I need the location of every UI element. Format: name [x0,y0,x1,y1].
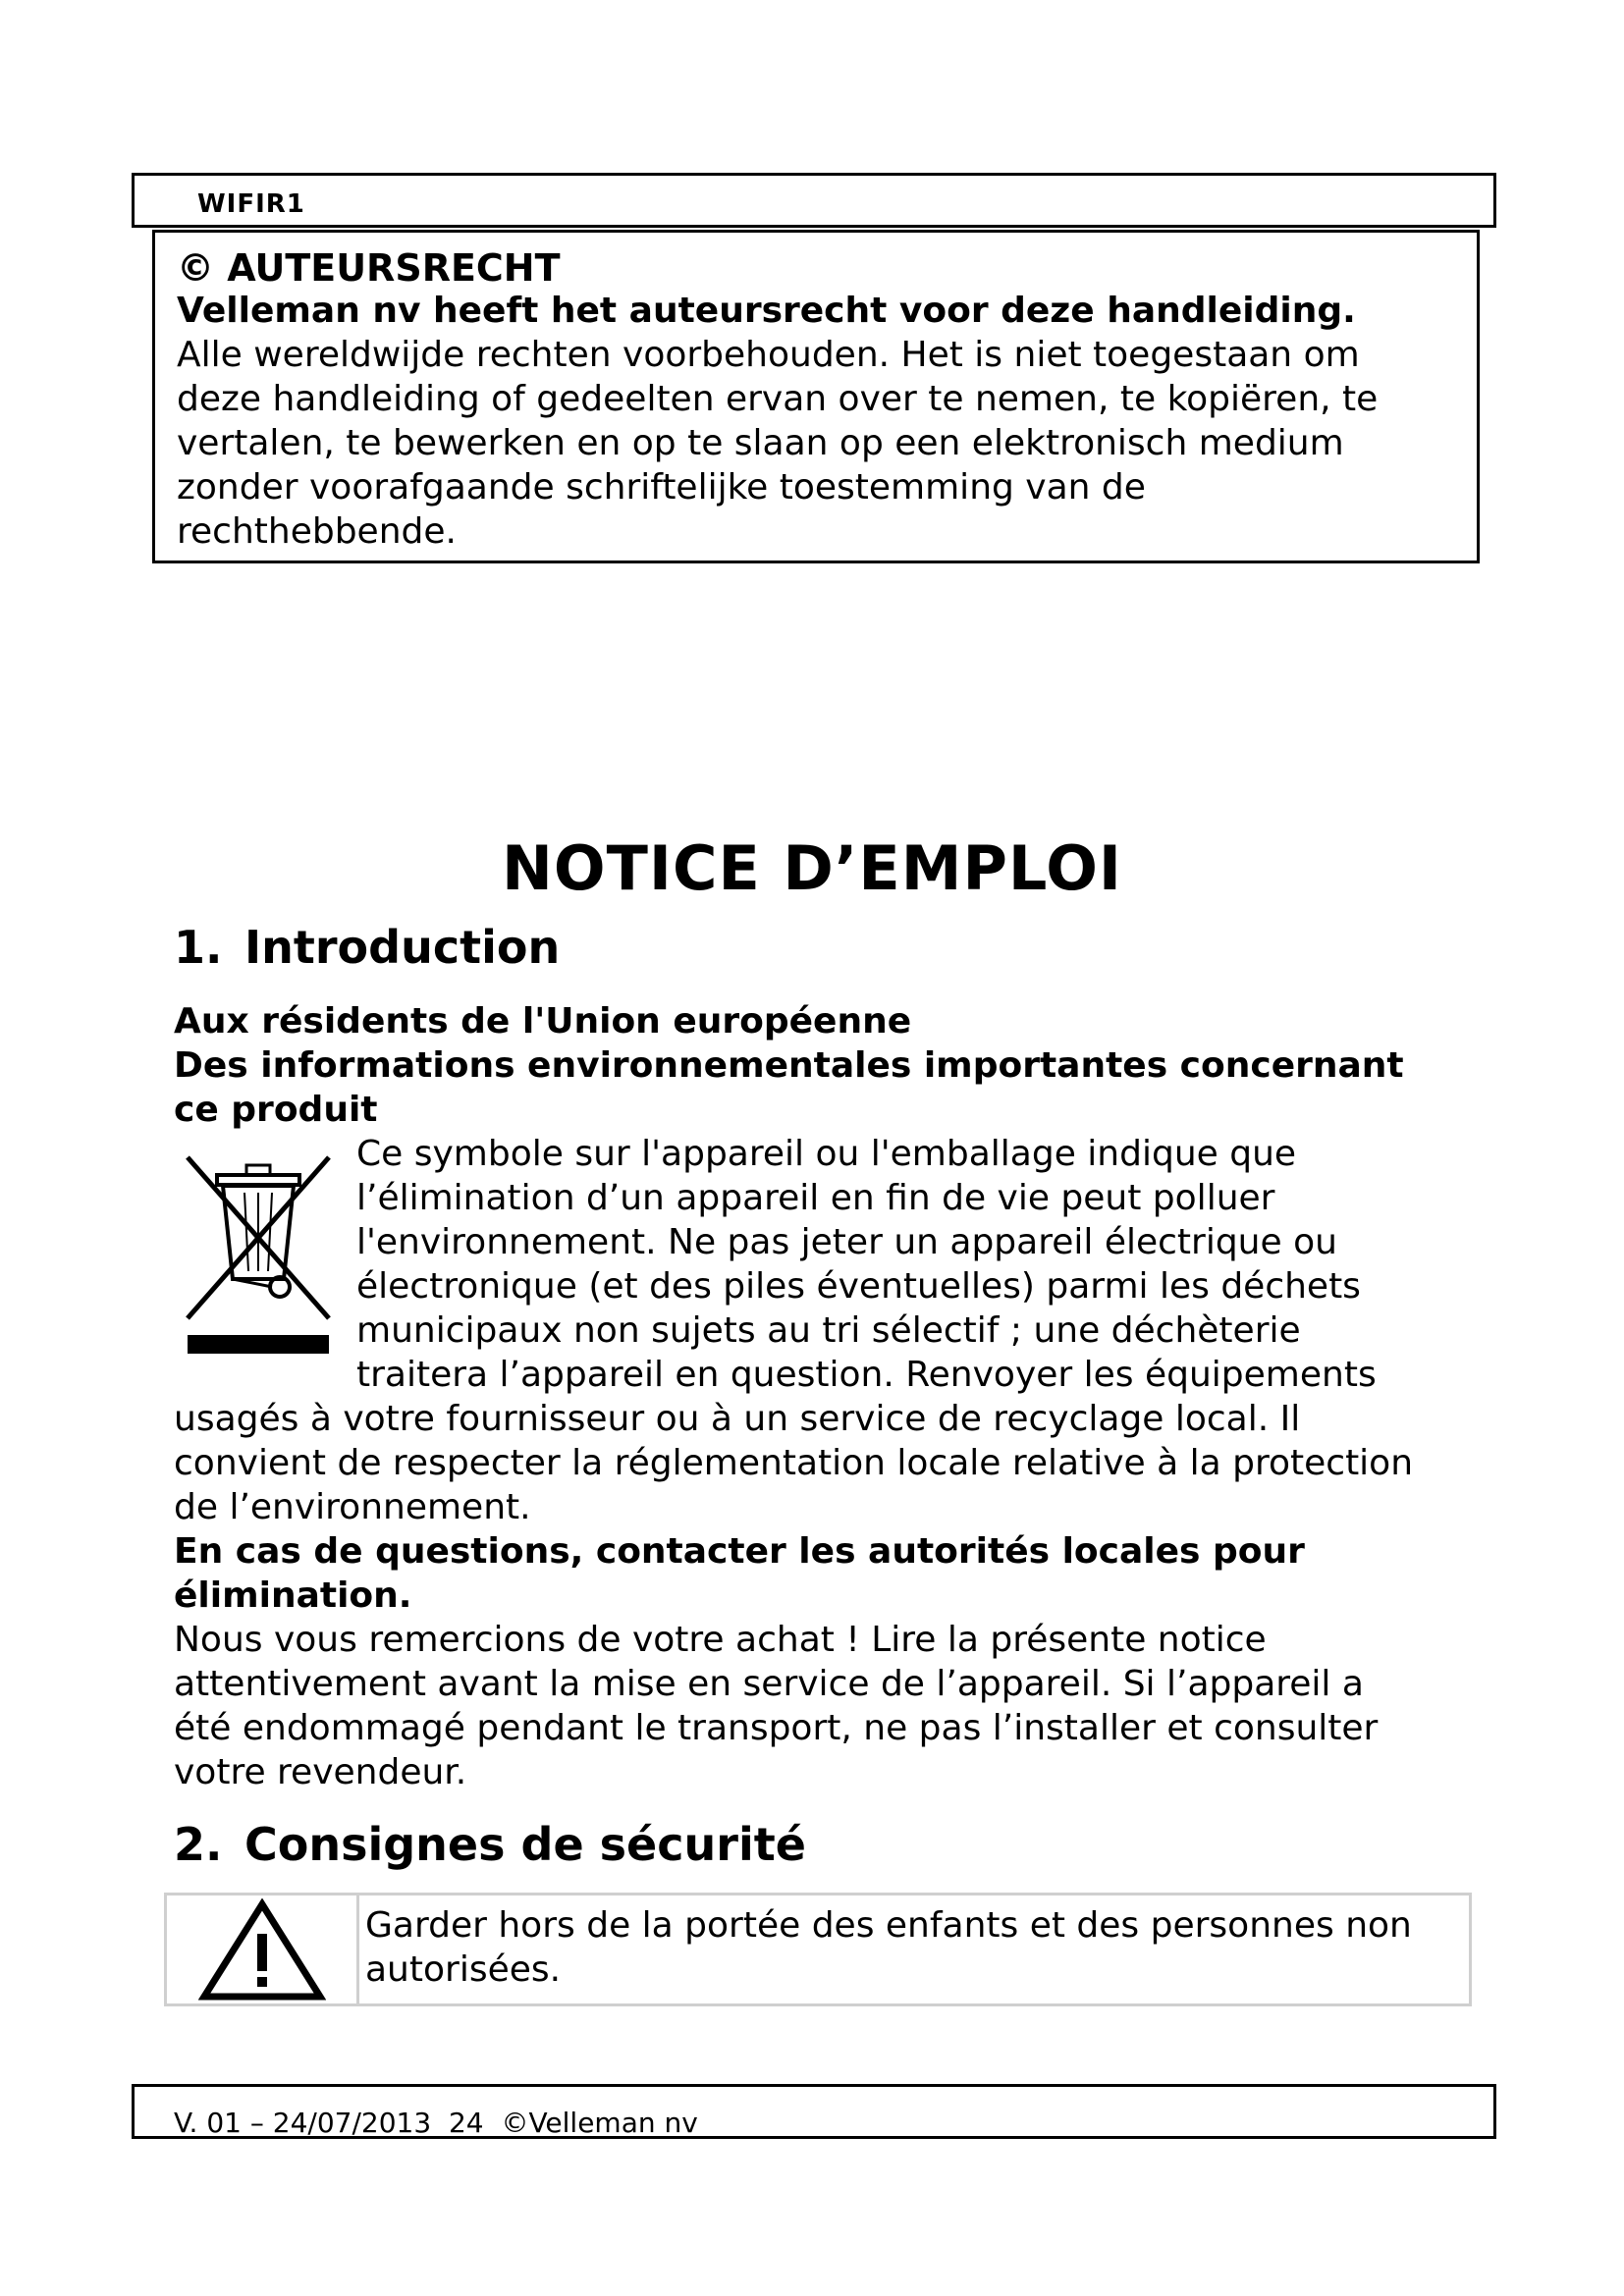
copyright-line: Alle wereldwijde rechten voorbehouden. Het is niet toegestaan om [177,335,1360,375]
model-name: WIFIR1 [197,189,305,219]
weee-text-line: convient de respecter la réglementation locale relative à la protection [174,1443,1414,1483]
section-2-label: Consignes de sécurité [244,1818,806,1871]
env-info-heading-line: ce produit [174,1090,378,1130]
section-2-number: 2. [174,1818,223,1871]
copyright-line: rechthebbende. [177,511,457,552]
env-info-heading-line: Des informations environnementales importantes concernant [174,1045,1404,1086]
copyright-subtitle: Velleman nv heeft het auteursrecht voor deze handleiding. [177,291,1356,331]
safety-warning-table [164,1893,1472,2006]
copyright-line: zonder voorafgaande schriftelijke toestemming van de [177,467,1146,507]
copyright-line: vertalen, te bewerken en op te slaan op een elektronisch medium [177,423,1344,463]
weee-text-line: l’élimination d’un appareil en fin de vie peut polluer [356,1178,1275,1218]
eu-residents-heading: Aux résidents de l'Union européenne [174,1001,912,1041]
footer-version: V. 01 – 24/07/2013 [174,2107,432,2139]
thanks-line: votre revendeur. [174,1752,467,1792]
section-2-title [174,1818,806,1871]
footer-copyright: ©Velleman nv [501,2107,698,2139]
footer-bar [132,2084,1496,2139]
warning-text-line: autorisées. [365,1949,562,1990]
section-1-content [174,999,1480,1794]
warning-text-line: Garder hors de la portée des enfants et des personnes non [365,1905,1412,1946]
warning-text-cell [359,1896,1469,2003]
section-1-label: Introduction [244,921,561,974]
thanks-line: Nous vous remercions de votre achat ! Lire la présente notice [174,1620,1267,1660]
footer-text [174,2107,698,2139]
weee-text-line: traitera l’appareil en question. Renvoyer les équipements [356,1355,1377,1395]
copyright-title: © AUTEURSRECHT [177,246,561,290]
thanks-line: attentivement avant la mise en service de l’appareil. Si l’appareil a [174,1664,1364,1704]
crossed-out-wheelie-bin-icon [174,1132,343,1354]
header-bar [132,173,1496,228]
footer-page-number: 24 [448,2107,484,2139]
weee-text-line: l'environnement. Ne pas jeter un appareil électrique ou [356,1222,1337,1262]
weee-text-line: de l’environnement. [174,1487,531,1527]
copyright-box [152,230,1480,563]
section-1-title [174,921,560,974]
section-1-number: 1. [174,921,223,974]
weee-text-line: usagés à votre fournisseur ou à un service de recyclage local. Il [174,1399,1301,1439]
page-title: NOTICE D’EMPLOI [502,832,1122,904]
weee-text-line: électronique (et des piles éventuelles) parmi les déchets [356,1266,1361,1307]
questions-line: En cas de questions, contacter les autorités locales pour [174,1531,1305,1572]
questions-line: élimination. [174,1575,412,1616]
warning-icon-cell [167,1896,359,2003]
copyright-line: deze handleiding of gedeelten ervan over te nemen, te kopiëren, te [177,379,1379,419]
thanks-line: été endommagé pendant le transport, ne pas l’installer et consulter [174,1708,1379,1748]
weee-text-line: municipaux non sujets au tri sélectif ; une déchèterie [356,1310,1301,1351]
warning-triangle-icon [198,1898,326,2001]
weee-text-line: Ce symbole sur l'appareil ou l'emballage indique que [356,1134,1297,1174]
